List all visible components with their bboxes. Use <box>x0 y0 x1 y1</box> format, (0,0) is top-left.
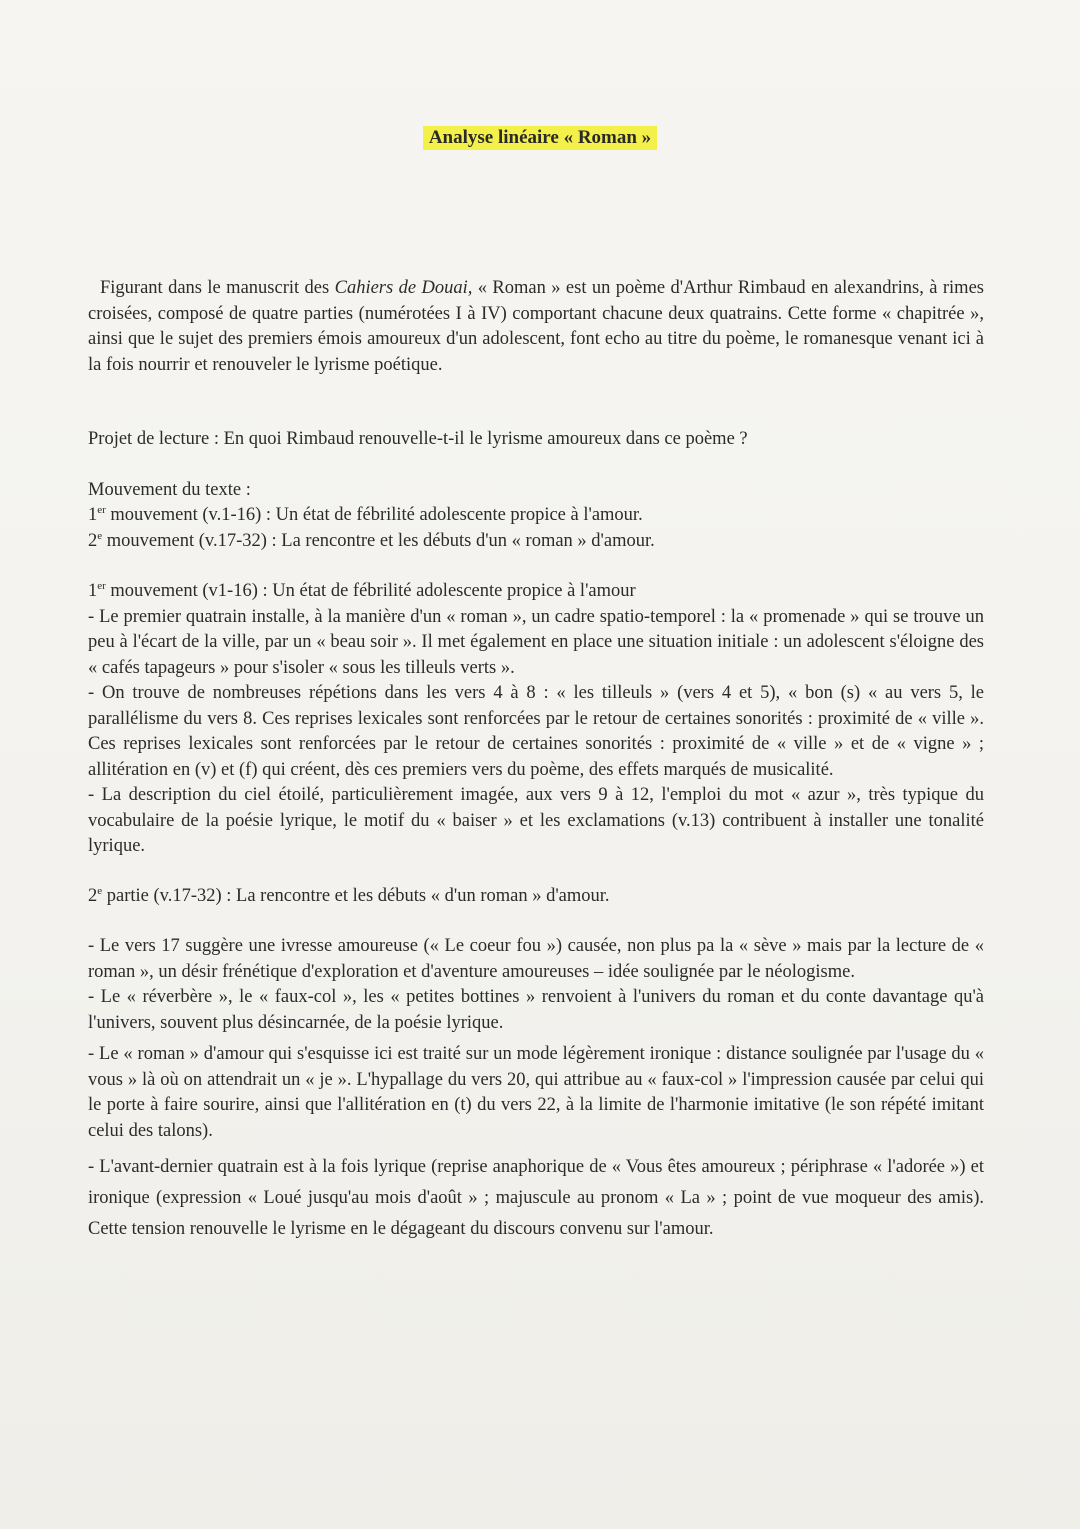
section-2-paragraph-2: - Le « réverbère », le « faux-col », les « petites bottines » renvoient à l'univers du roman et du conte davantage qu'à l'univers, souvent plus désincarnée, de la poésie lyrique. <box>88 987 984 1033</box>
section-1-heading <box>88 579 984 605</box>
section-1-paragraph-2: - On trouve de nombreuses répétions dans les vers 4 à 8 : « les tilleuls » (vers 4 et 5), « bon (s) « au vers 5, le parallélisme du vers 8. Ces reprises lexicales sont renforcées par le retour de certaines sonorités : proximité de « ville ». Ces reprises lexicales sont renforcées par le retour de certaines sonorités : proximité de « ville » et de « vigne » ; allitération en (v) et (f) qui créent, dès ces premiers vers du poème, des effets marqués de musicalité. <box>88 683 984 780</box>
intro-after: « Roman » est un poème d'Arthur Rimbaud en alexandrins, à rimes croisées, composé de quatre parties (numérotées I à IV) comportant chacune deux quatrains. Cette forme « chapitrée », ainsi que le sujet des premiers émois amoureux d'un adolescent, font echo au titre du poème, le romanesque venant ici à la fois nourrir et renouveler le lyrisme poétique. <box>88 278 984 375</box>
section-1-heading-text: mouvement (v1-16) : Un état de fébrilité adolescente propice à l'amour <box>105 581 636 601</box>
intro-before: Figurant dans le manuscrit des <box>100 278 335 298</box>
movement-2 <box>88 529 984 555</box>
movement-2-sup: e <box>97 529 103 542</box>
section-2-paragraph-4: - L'avant-dernier quatrain est à la fois lyrique (reprise anaphorique de « Vous êtes amoureux ; périphrase « l'adorée ») et ironique (expression « Loué jusqu'au mois d'août » ; majuscule au pronom « La » ; point de vue moqueur des amis). Cette tension renouvelle le lyrisme en le dégageant du discours convenu sur l'amour. <box>88 1157 984 1239</box>
movement-heading: Mouvement du texte : <box>88 479 251 500</box>
section-1-num: 1 <box>88 581 98 601</box>
intro-italic-title: Cahiers de Douai, <box>334 278 473 298</box>
section-1-paragraph-1: - Le premier quatrain installe, à la manière d'un « roman », un cadre spatio-temporel : la « promenade » qui se trouve un peu à l'écart de la ville, par un « beau soir ». Il met également en place une situation initiale : un adolescent s'éloigne des « cafés tapageurs » pour s'isoler « sous les tilleuls verts ». <box>88 606 984 678</box>
section-2-paragraph-3: - Le « roman » d'amour qui s'esquisse ici est traité sur un mode légèrement ironique : distance soulignée par l'usage du « vous » là où on attendrait un « je ». L'hypallage du vers 20, qui attribue au « faux-col » l'impression causée par celui qui le porte à faire sourire, ainsi que l'allitération en (t) du vers 22, à la limite de l'harmonie imitative (le son répété imitant celui des talons). <box>88 1044 984 1141</box>
reading-project: Projet de lecture : En quoi Rimbaud renouvelle-t-il le lyrisme amoureux dans ce poème ? <box>88 429 748 449</box>
section-2-heading-text: partie (v.17-32) : La rencontre et les débuts « d'un roman » d'amour. <box>102 885 610 906</box>
movement-1-text: mouvement (v.1-16) : Un état de fébrilité adolescente propice à l'amour. <box>105 505 643 525</box>
title-wrap <box>0 126 1080 150</box>
section-1-sup: er <box>97 579 106 592</box>
document-body <box>88 276 984 1245</box>
movement-2-text: mouvement (v.17-32) : La rencontre et les débuts d'un « roman » d'amour. <box>102 530 655 551</box>
section-2-heading <box>88 884 984 910</box>
movement-1-sup: er <box>97 503 106 516</box>
document-title: Analyse linéaire « Roman » <box>423 126 657 150</box>
movement-1 <box>88 503 984 529</box>
section-1-paragraph-3: - La description du ciel étoilé, particulièrement imagée, aux vers 9 à 12, l'emploi du mot « azur », très typique du vocabulaire de la poésie lyrique, le motif du « baiser » et les exclamations (v.13) contribuent à installer une tonalité lyrique. <box>88 785 984 856</box>
movement-2-num: 2 <box>88 530 98 551</box>
section-2-sup: e <box>97 884 103 897</box>
section-2-paragraph-1: - Le vers 17 suggère une ivresse amoureuse (« Le coeur fou ») causée, non plus pa la « sève » mais par la lecture de « roman », un désir frénétique d'exploration et d'aventure amoureuses – idée soulignée par le néologisme. <box>88 936 984 982</box>
movement-1-num: 1 <box>88 505 98 525</box>
intro-paragraph <box>88 276 984 378</box>
section-2-num: 2 <box>88 885 98 906</box>
